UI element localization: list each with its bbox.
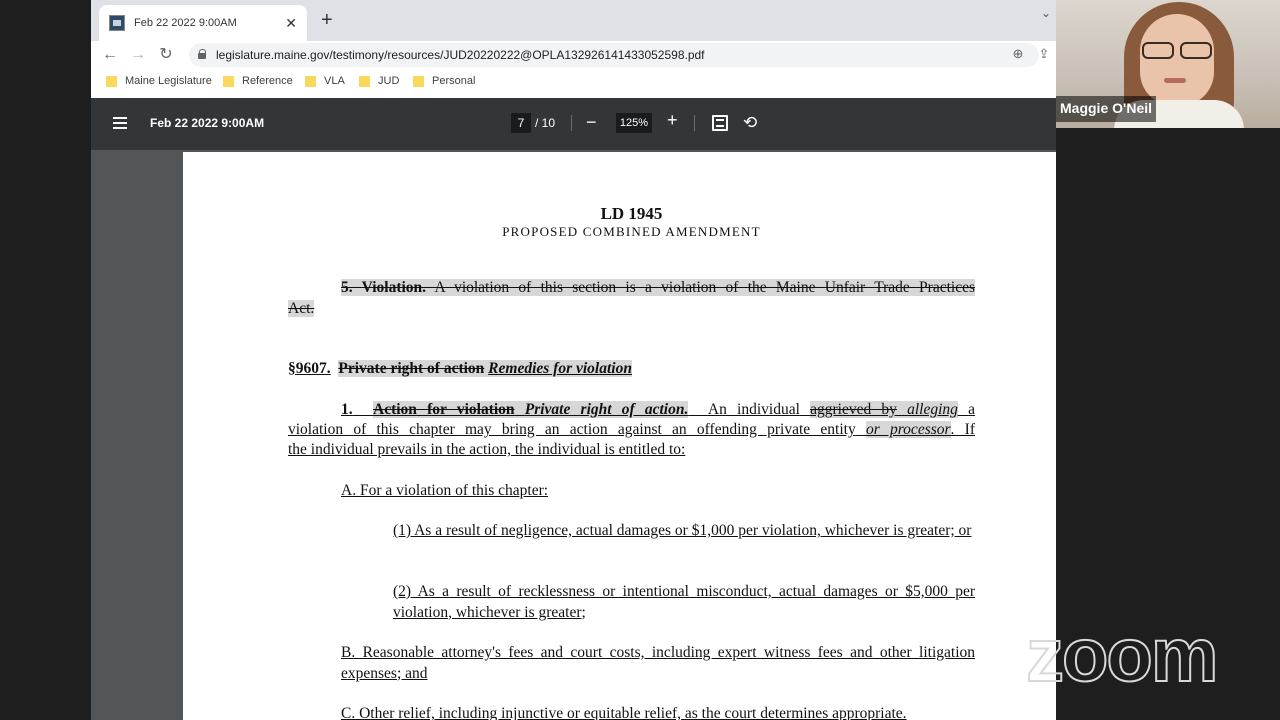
- folder-icon: [223, 76, 234, 87]
- subsection-1-text: . If: [950, 421, 975, 438]
- section-9607-new: Remedies for violation: [488, 360, 632, 377]
- participant-video[interactable]: [1056, 0, 1280, 128]
- bookmark-label: Personal: [432, 75, 476, 87]
- zoom-indicator-icon[interactable]: ⊕: [1012, 46, 1024, 61]
- folder-icon: [413, 76, 424, 87]
- paragraph-c-text: C. Other relief, including injunctive or equitable relief, as the court determines appropriate.: [341, 705, 907, 720]
- subsection-1-text: An individual: [707, 401, 800, 418]
- bookmark-personal[interactable]: [413, 75, 475, 87]
- participant-name: Maggie O'Neil: [1056, 96, 1156, 122]
- pdf-viewport[interactable]: [91, 150, 1056, 720]
- subsection-1-line2: [288, 420, 975, 441]
- pdf-title: Feb 22 2022 9:00AM: [150, 116, 265, 130]
- subsection-1-struck-head: Action for violation: [373, 401, 515, 418]
- browser-tab[interactable]: [99, 5, 307, 41]
- back-button[interactable]: ←: [102, 46, 118, 63]
- section-5-number: 5. Violation.: [341, 279, 427, 296]
- forward-button[interactable]: →: [130, 46, 146, 63]
- subsection-1-new-head: Private right of action.: [524, 401, 689, 418]
- section-5-tail: [288, 299, 975, 320]
- zoom-in-button[interactable]: +: [667, 110, 678, 130]
- tab-search-chevron-icon[interactable]: ⌄: [1040, 6, 1052, 20]
- browser-window: [91, 0, 1056, 720]
- bookmark-jud[interactable]: [359, 75, 399, 87]
- paragraph-a: [341, 481, 975, 502]
- paragraph-b-text: B. Reasonable attorney's fees and court costs, including expert witness fees and other litigation expenses; and: [341, 644, 975, 682]
- bookmarks-bar: [91, 68, 1056, 98]
- section-5-violation: [288, 278, 975, 299]
- pdf-page: [183, 152, 1056, 720]
- paragraph-a-2: [393, 582, 975, 623]
- page-number-input[interactable]: 7: [511, 113, 531, 133]
- paragraph-a-2-text: (2) As a result of recklessness or intentional misconduct, actual damages or $5,000 per violation, whichever is greater;: [393, 583, 975, 621]
- subsection-1-number: 1.: [341, 401, 353, 418]
- subsection-1-new-word: alleging: [907, 401, 958, 418]
- address-bar[interactable]: [189, 43, 1050, 67]
- section-9607-number: §9607.: [288, 360, 331, 377]
- paragraph-b: [341, 643, 975, 684]
- bookmark-label: Maine Legislature: [125, 75, 212, 87]
- section-9607-struck: Private right of action: [338, 360, 485, 377]
- paragraph-a-text: A. For a violation of this chapter:: [341, 482, 549, 499]
- bookmark-maine-legislature[interactable]: [106, 75, 212, 87]
- glasses-icon: [1142, 42, 1212, 56]
- rotate-icon[interactable]: ⟲: [743, 113, 758, 132]
- bookmark-label: VLA: [324, 75, 345, 87]
- folder-icon: [305, 76, 316, 87]
- paragraph-a-1: [393, 521, 975, 542]
- reload-button[interactable]: ↻: [159, 46, 173, 63]
- subsection-1-line1: [288, 400, 975, 421]
- folder-icon: [359, 76, 370, 87]
- section-5-text: A violation of this section is a violation of the Maine Unfair Trade Practices: [434, 279, 975, 296]
- page-total: / 10: [535, 116, 556, 130]
- tab-title: Feb 22 2022 9:00AM: [134, 17, 237, 29]
- subsection-1-text: a: [968, 401, 976, 418]
- toolbar-divider: [694, 115, 695, 131]
- webcam-mouth: [1164, 78, 1186, 83]
- subsection-1-new-phrase: or processor: [865, 421, 951, 438]
- subsection-1-text: violation of this chapter may bring an action against an offending private entity: [288, 421, 856, 438]
- menu-icon[interactable]: [113, 117, 127, 129]
- new-tab-button[interactable]: +: [321, 9, 333, 31]
- paragraph-a-1-text: (1) As a result of negligence, actual damages or $1,000 per violation, whichever is greater; or: [393, 522, 972, 539]
- zoom-out-button[interactable]: −: [586, 112, 597, 132]
- share-icon[interactable]: ⇪: [1038, 46, 1050, 61]
- url-text[interactable]: legislature.maine.gov/testimony/resources/JUD20220222@OPLA132926141433052598.pdf: [216, 48, 705, 62]
- fit-to-page-icon[interactable]: [712, 115, 728, 131]
- maine-seal-favicon-icon: [109, 15, 125, 31]
- zoom-level-input[interactable]: 125%: [616, 113, 652, 133]
- webcam-face: [1140, 14, 1214, 106]
- paragraph-c: [341, 704, 975, 720]
- subsection-1-line3: [288, 440, 975, 461]
- pdf-toolbar: [91, 98, 1056, 150]
- toolbar-divider: [571, 115, 572, 131]
- folder-icon: [106, 76, 117, 87]
- bookmark-label: Reference: [242, 75, 293, 87]
- lock-icon: [198, 49, 206, 58]
- document-title: LD 1945: [600, 204, 663, 223]
- section-5-tail-text: Act.: [288, 300, 315, 317]
- zoom-logo: zoom: [1026, 613, 1217, 698]
- bookmark-reference[interactable]: [223, 75, 293, 87]
- subsection-1-struck-word: aggrieved by: [810, 401, 897, 418]
- tab-close-icon[interactable]: ✕: [285, 14, 297, 31]
- tab-strip: [91, 0, 1056, 41]
- subsection-1-text: the individual prevails in the action, the individual is entitled to:: [288, 441, 686, 458]
- browser-toolbar: [91, 41, 1056, 68]
- section-9607-heading: [288, 359, 975, 380]
- document-subtitle: PROPOSED COMBINED AMENDMENT: [502, 224, 761, 239]
- bookmark-vla[interactable]: [305, 75, 345, 87]
- bookmark-label: JUD: [378, 75, 400, 87]
